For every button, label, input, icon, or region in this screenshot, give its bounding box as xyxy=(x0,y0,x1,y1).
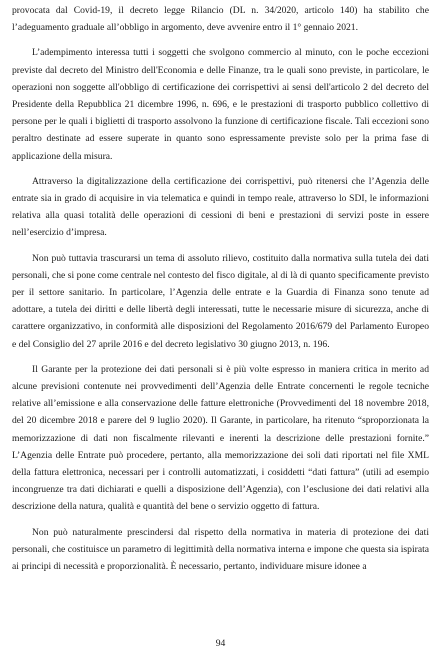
body-text xyxy=(12,2,429,583)
paragraph: provocata dal Covid-19, il decreto legge Rilancio (DL n. 34/2020, articolo 140) ha stabilito che l’adeguamento graduale all’obbligo in argomento, deve avvenire entro il 1° gennaio 2021. xyxy=(12,5,429,34)
paragraph: Non può tuttavia trascurarsi un tema di assoluto rilievo, costituito dalla normativa sulla tutela dei dati personali, che si pone come centrale nel contesto del fisco digitale, al di là di quanto specificamente previsto per il settore sanitario. In particolare, l’Agenzia delle entrate e la Guardia di Finanza sono tenute ad adottare, a tutela dei diritti e delle libertà degli interessati, tutte le necessarie misure di sicurezza, anche di carattere organizzativo, in conformità alle disposizioni del Regolamento 2016/679 del Parlamento Europeo e del Consiglio del 27 aprile 2016 e del decreto legislativo 30 giugno 2013, n. 196. xyxy=(12,252,429,350)
paragraph: Attraverso la digitalizzazione della certificazione dei corrispettivi, può ritenersi che l’Agenzia delle entrate sia in grado di acquisire in via telematica e quindi in tempo reale, attraverso lo SDI, le informazioni relativa alla quasi totalità delle operazioni di cessioni di beni e prestazioni di servizi poste in essere nell’esercizio d’impresa. xyxy=(12,175,429,239)
page-number: 94 xyxy=(215,638,226,649)
paragraph: Il Garante per la protezione dei dati personali si è più volte espresso in maniera critica in merito ad alcune previsioni contenute nei provvedimenti dell’Agenzia delle Entrate concernenti le regole tecniche relative all’emissione e alla conservazione delle fatture elettroniche (Provvedimenti del 18 novembre 2018, del 20 dicembre 2018 e parere del 9 luglio 2020). Il Garante, in particolare, ha ritenuto “sproporzionata la memorizzazione di dati non fiscalmente rilevanti e inerenti la descrizione delle prestazioni fornite.” L’Agenzia delle Entrate può procedere, pertanto, alla memorizzazione dei soli dati riportati nel file XML della fattura elettronica, necessari per i controlli automatizzati, i cosiddetti “dati fattura” (utili ad esempio incongruenze tra dati dichiarati e quelli a disposizione dell’Agenzia), con l’esclusione dei dati relativi alla descrizione della natura, qualità e quantità del bene o servizio oggetto di fattura. xyxy=(12,363,429,513)
paragraph: Non può naturalmente prescindersi dal rispetto della normativa in materia di protezione dei dati personali, che costituisce un parametro di legittimità della normativa interna e impone che questa sia ispirata ai principi di necessità e proporzionalità. È necessario, pertanto, individuare misure idonee a xyxy=(12,526,429,573)
paragraph: L’adempimento interessa tutti i soggetti che svolgono commercio al minuto, con le poche eccezioni previste dal decreto del Ministro dell'Economia e delle Finanze, tra le quali sono previste, in particolare, le operazioni non soggette all'obbligo di certificazione dei corrispettivi ai sensi dell'articolo 2 del decreto del Presidente della Repubblica 21 dicembre 1996, n. 696, e le prestazioni di trasporto pubblico collettivo di persone per le quali i biglietti di trasporto assolvono la funzione di certificazione fiscale. Tali eccezioni sono peraltro destinate ad essere superate in quanto sono espressamente previste solo per la prima fase di applicazione della misura. xyxy=(12,47,429,162)
